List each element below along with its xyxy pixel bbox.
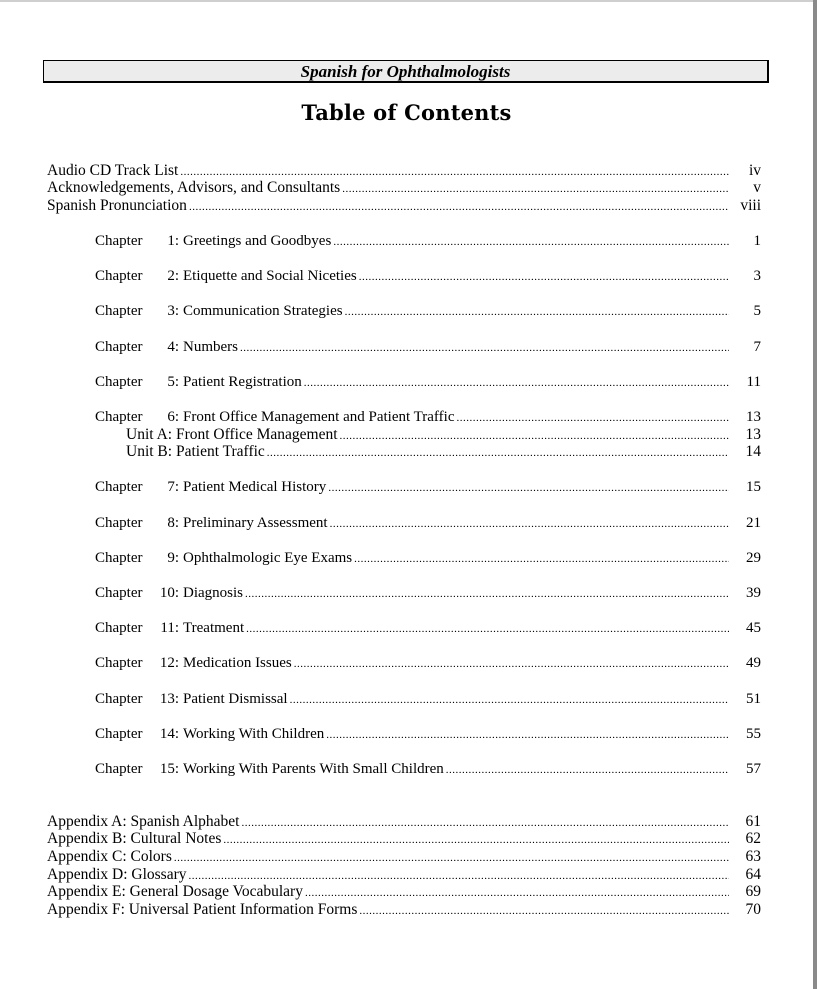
chapter-word: Chapter xyxy=(95,374,143,390)
chapter-word: Chapter xyxy=(95,268,143,284)
chapter-word: Chapter xyxy=(95,655,143,671)
chapter-word: Chapter xyxy=(95,233,143,249)
dot-leader xyxy=(342,180,729,198)
dot-leader xyxy=(354,550,729,568)
chapter-title: Medication Issues xyxy=(183,655,292,671)
toc-entry-page: 5 xyxy=(753,303,761,319)
toc-entry-page: v xyxy=(753,179,761,196)
chapter-word: Chapter xyxy=(95,515,143,531)
dot-leader xyxy=(359,902,729,920)
chapter-word: Chapter xyxy=(95,761,143,777)
chapter-number: 4: xyxy=(167,339,179,355)
dot-leader xyxy=(294,655,729,673)
chapter-word: Chapter xyxy=(95,726,143,742)
toc-entry-appendix[interactable] xyxy=(47,866,761,884)
toc-entry-chapter[interactable] xyxy=(95,690,761,708)
dot-leader xyxy=(189,198,729,216)
chapter-word: Chapter xyxy=(95,303,143,319)
chapter-number: 3: xyxy=(167,303,179,319)
chapter-title: Patient Medical History xyxy=(183,479,327,495)
book-title: Spanish for Ophthalmologists xyxy=(300,62,511,81)
chapter-title: Working With Children xyxy=(183,726,325,742)
toc-entry-label: Appendix A: Spanish Alphabet xyxy=(47,813,240,830)
toc-entry-chapter[interactable] xyxy=(95,584,761,602)
chapter-word: Chapter xyxy=(95,585,143,601)
dot-leader xyxy=(304,374,729,392)
toc-entry-front-matter[interactable] xyxy=(47,197,761,215)
chapter-title: Front Office Management and Patient Traffic xyxy=(183,409,455,425)
toc-entry-page: 69 xyxy=(745,883,761,900)
chapter-number: 11: xyxy=(160,620,179,636)
toc-entry-page: 29 xyxy=(746,550,761,566)
dot-leader xyxy=(359,268,729,286)
toc-entry-page: 7 xyxy=(753,339,761,355)
chapter-number: 6: xyxy=(167,409,179,425)
toc-entry-chapter[interactable] xyxy=(95,760,761,778)
toc-entry-chapter[interactable] xyxy=(95,338,761,356)
chapter-number: 2: xyxy=(167,268,179,284)
toc-entry-page: 63 xyxy=(745,848,761,865)
toc-entry-chapter[interactable] xyxy=(95,514,761,532)
chapter-number: 12: xyxy=(159,655,179,671)
chapter-number: 1: xyxy=(167,233,179,249)
toc-entry-page: 61 xyxy=(745,813,761,830)
dot-leader xyxy=(246,620,729,638)
dot-leader xyxy=(240,339,729,357)
chapter-number: 8: xyxy=(167,515,179,531)
toc-entry-appendix[interactable] xyxy=(47,813,761,831)
toc-entry-label: Appendix D: Glossary xyxy=(47,866,187,883)
chapter-word: Chapter xyxy=(95,339,143,355)
chapter-number: 9: xyxy=(167,550,179,566)
chapter-number: 10: xyxy=(159,585,179,601)
toc-entry-page: 49 xyxy=(746,655,761,671)
chapter-title: Numbers xyxy=(183,339,238,355)
toc-entry-page: 64 xyxy=(745,866,761,883)
chapter-word: Chapter xyxy=(95,691,143,707)
toc-entry-label: Unit B: Patient Traffic xyxy=(126,443,265,460)
toc-entry-unit[interactable] xyxy=(126,443,761,461)
chapter-number: 5: xyxy=(167,374,179,390)
toc-entry-front-matter[interactable] xyxy=(47,179,761,197)
toc-entry-page: 39 xyxy=(746,585,761,601)
dot-leader xyxy=(333,233,729,251)
dot-leader xyxy=(446,761,729,779)
chapter-number: 14: xyxy=(159,726,179,742)
chapter-word: Chapter xyxy=(95,409,143,425)
toc-entry-page: 51 xyxy=(746,691,761,707)
toc-entry-chapter[interactable] xyxy=(95,232,761,250)
toc-entry-label: Acknowledgements, Advisors, and Consultants xyxy=(47,179,341,196)
toc-entry-label: Appendix F: Universal Patient Information Forms xyxy=(47,901,358,918)
toc-entry-label: Appendix E: General Dosage Vocabulary xyxy=(47,883,303,900)
chapter-number: 7: xyxy=(167,479,179,495)
toc-entry-appendix[interactable] xyxy=(47,848,761,866)
toc-entry-chapter[interactable] xyxy=(95,478,761,496)
toc-entry-page: 55 xyxy=(746,726,761,742)
chapter-word: Chapter xyxy=(95,620,143,636)
chapter-title: Working With Parents With Small Children xyxy=(183,761,444,777)
chapter-title: Greetings and Goodbyes xyxy=(183,233,332,249)
toc-entry-chapter[interactable] xyxy=(95,302,761,320)
chapter-title: Ophthalmologic Eye Exams xyxy=(183,550,353,566)
page-right-edge xyxy=(813,0,817,989)
toc-entry-chapter[interactable] xyxy=(95,549,761,567)
toc-entry-page: 62 xyxy=(745,830,761,847)
toc-entry-page: 11 xyxy=(746,374,761,390)
toc-entry-chapter[interactable] xyxy=(95,654,761,672)
chapter-title: Etiquette and Social Niceties xyxy=(183,268,357,284)
dot-leader xyxy=(223,831,729,849)
toc-entry-page: 15 xyxy=(746,479,761,495)
running-header xyxy=(43,60,769,83)
toc-entry-label: Appendix C: Colors xyxy=(47,848,172,865)
chapter-title: Communication Strategies xyxy=(183,303,343,319)
toc-entry-page: 13 xyxy=(746,409,761,425)
toc-entry-page: 45 xyxy=(746,620,761,636)
chapter-title: Treatment xyxy=(183,620,245,636)
toc-entry-page: 57 xyxy=(746,761,761,777)
dot-leader xyxy=(305,884,729,902)
toc-entry-page: iv xyxy=(748,162,761,179)
toc-entry-unit[interactable] xyxy=(126,426,761,444)
toc-entry-chapter[interactable] xyxy=(95,267,761,285)
dot-leader xyxy=(267,444,729,462)
dot-leader xyxy=(290,691,729,709)
toc-entry-label: Audio CD Track List xyxy=(47,162,179,179)
page-title: Table of Contents xyxy=(301,100,512,125)
toc-entry-chapter[interactable] xyxy=(95,408,761,426)
chapter-word: Chapter xyxy=(95,550,143,566)
toc-entry-page: 1 xyxy=(753,233,761,249)
chapter-title: Diagnosis xyxy=(183,585,243,601)
toc-entry-label: Unit A: Front Office Management xyxy=(126,426,338,443)
chapter-title: Patient Registration xyxy=(183,374,302,390)
toc-entry-page: viii xyxy=(740,197,761,214)
toc-entry-label: Spanish Pronunciation xyxy=(47,197,187,214)
dot-leader xyxy=(326,726,729,744)
dot-leader xyxy=(174,849,729,867)
toc-entry-appendix[interactable] xyxy=(47,830,761,848)
toc-entry-page: 14 xyxy=(745,443,761,460)
toc-entry-page: 3 xyxy=(753,268,761,284)
dot-leader xyxy=(328,479,729,497)
toc-entry-appendix[interactable] xyxy=(47,901,761,919)
chapter-number: 15: xyxy=(159,761,179,777)
dot-leader xyxy=(330,515,729,533)
toc-entry-chapter[interactable] xyxy=(95,373,761,391)
page-top-edge xyxy=(0,0,817,2)
toc-entry-page: 21 xyxy=(746,515,761,531)
chapter-title: Patient Dismissal xyxy=(183,691,288,707)
chapter-number: 13: xyxy=(159,691,179,707)
toc-entry-page: 13 xyxy=(745,426,761,443)
chapter-word: Chapter xyxy=(95,479,143,495)
dot-leader xyxy=(456,409,729,427)
toc-entry-page: 70 xyxy=(745,901,761,918)
toc-entry-chapter[interactable] xyxy=(95,725,761,743)
dot-leader xyxy=(245,585,729,603)
toc-entry-appendix[interactable] xyxy=(47,883,761,901)
dot-leader xyxy=(345,303,729,321)
toc-entry-chapter[interactable] xyxy=(95,619,761,637)
toc-entry-label: Appendix B: Cultural Notes xyxy=(47,830,222,847)
chapter-title: Preliminary Assessment xyxy=(183,515,328,531)
toc-entry-front-matter[interactable] xyxy=(47,162,761,180)
